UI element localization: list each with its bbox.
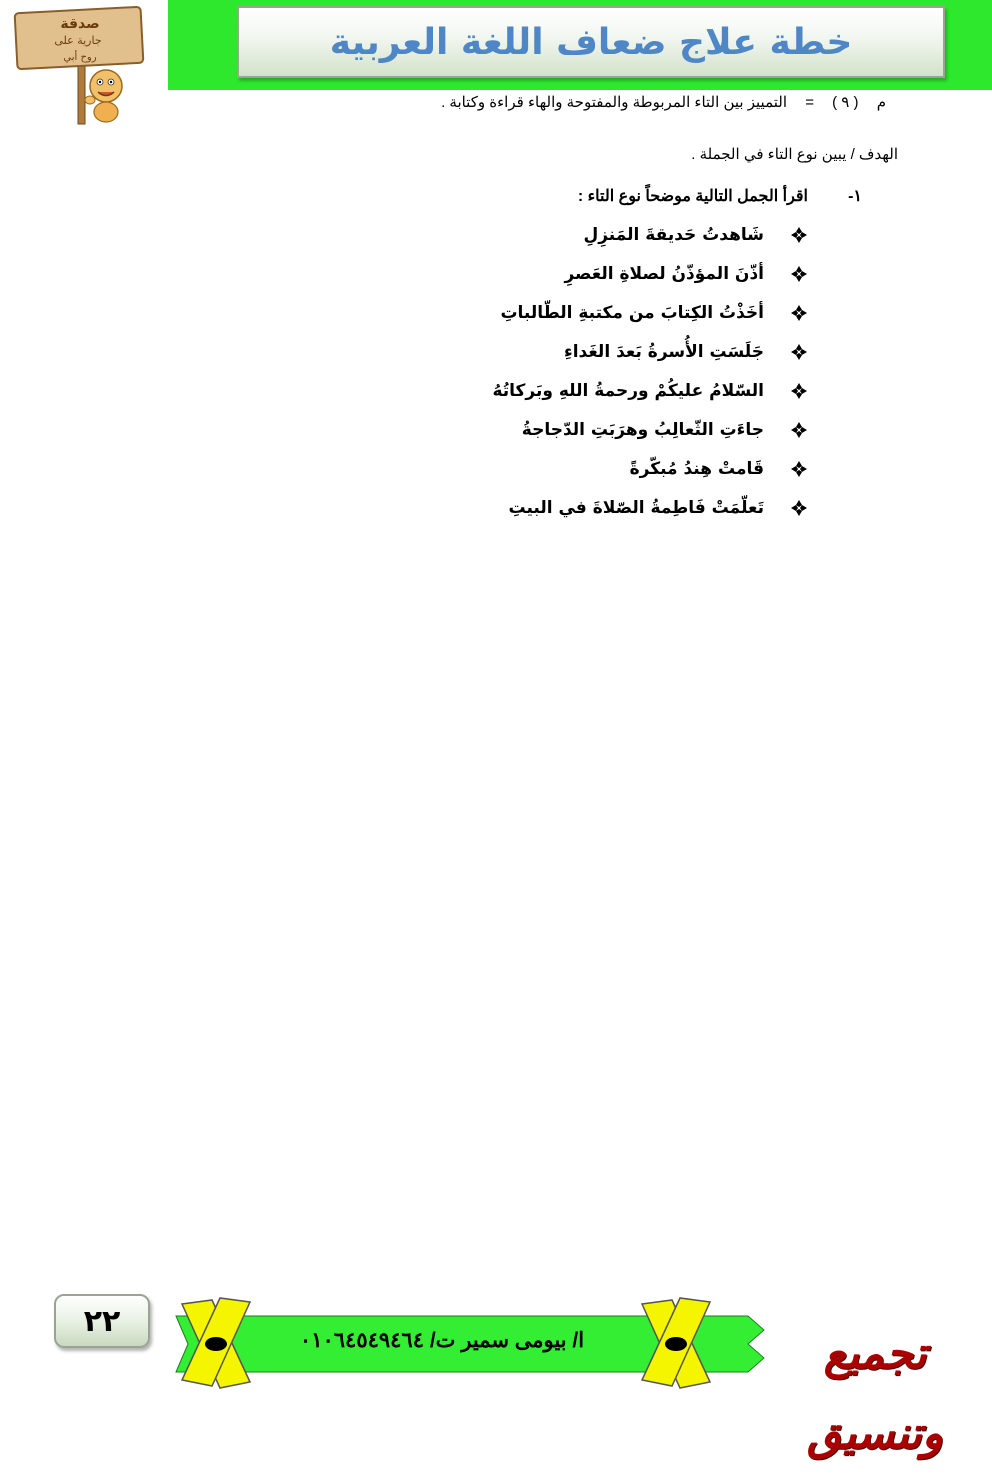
- sentence-text: جاءَتِ الثّعالِبُ وهرَبَتِ الدّجاجةُ: [521, 420, 764, 440]
- diamond-bullet-icon: [790, 304, 808, 322]
- sentence-text: السّلامُ عليكُمْ ورحمةُ اللهِ وبَركاتُهُ: [492, 381, 764, 401]
- diamond-bullet-icon: [790, 226, 808, 244]
- lesson-prefix: م: [876, 94, 886, 111]
- page-title: خطة علاج ضعاف اللغة العربية: [329, 21, 853, 63]
- sign-line-1: صدقة: [60, 16, 100, 32]
- sentence-text: تَعلّمَتْ فَاطِمةُ الصّلاةَ في البيتِ: [508, 498, 764, 518]
- sentence-item: [308, 259, 808, 298]
- lesson-line: [441, 93, 886, 111]
- exercise-number: ١-: [848, 188, 862, 205]
- sentence-item: [308, 493, 808, 532]
- sentence-item: [308, 220, 808, 259]
- goal-line: الهدف / يبين نوع التاء في الجملة .: [691, 146, 898, 163]
- teacher-contact: ا/ بيومى سمير ت/ ٠١٠٦٤٥٤٩٤٦٤: [299, 1329, 585, 1352]
- sentence-text: قَامتْ هِندُ مُبكّرةً: [629, 459, 764, 479]
- sentence-item: [308, 376, 808, 415]
- diamond-bullet-icon: [790, 460, 808, 478]
- corner-sign-mascot: [10, 4, 146, 126]
- sentence-text: جَلَسَتِ الأُسرةُ بَعدَ الغَداءِ: [564, 342, 764, 362]
- sentence-text: شَاهدتُ حَديقةَ المَنزِلِ: [583, 225, 764, 245]
- lesson-topic: التمييز بين التاء المربوطة والمفتوحة والهاء قراءة وكتابة .: [441, 94, 788, 111]
- sentence-item: [308, 298, 808, 337]
- page-number: ٢٢: [83, 1303, 121, 1339]
- sentence-item: [308, 415, 808, 454]
- diamond-bullet-icon: [790, 421, 808, 439]
- diamond-bullet-icon: [790, 382, 808, 400]
- sentence-item: [308, 337, 808, 376]
- exercise-instruction: اقرأ الجمل التالية موضحاً نوع التاء :: [577, 188, 808, 205]
- lesson-separator: =: [805, 94, 814, 111]
- sentence-list: [308, 220, 808, 532]
- diamond-bullet-icon: [790, 499, 808, 517]
- title-box: [237, 6, 945, 78]
- sentence-text: أذّنَ المؤذّنُ لصلاةِ العَصرِ: [564, 264, 764, 284]
- sign-line-2: جارية على: [54, 34, 102, 47]
- page-number-box: [54, 1294, 150, 1348]
- diamond-bullet-icon: [790, 343, 808, 361]
- diamond-bullet-icon: [790, 265, 808, 283]
- lesson-number: ( ٩ ): [832, 94, 859, 111]
- sentence-item: [308, 454, 808, 493]
- sign-line-3: روح أبي: [63, 52, 97, 63]
- sentence-text: أخَذْتُ الكِتابَ من مكتبةِ الطّالباتِ: [500, 303, 764, 323]
- signature-text: تجميع وتنسيق: [807, 1328, 943, 1459]
